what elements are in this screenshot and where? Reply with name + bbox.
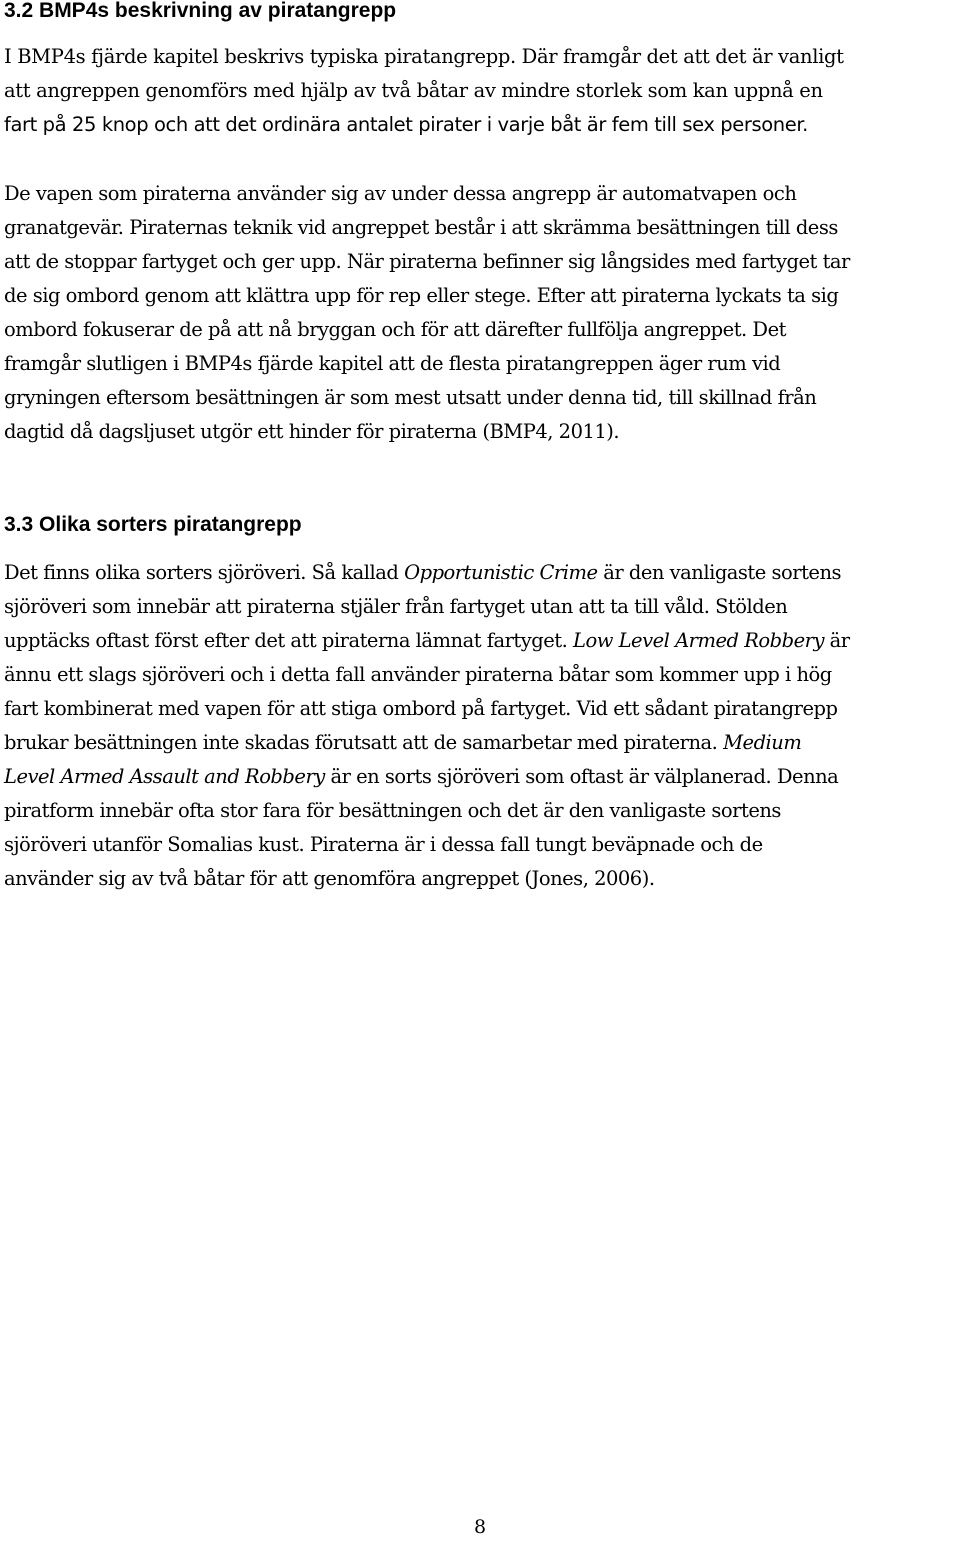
text-run: är den vanligaste sortens bbox=[597, 561, 842, 584]
text-run: Det finns olika sorters sjöröveri. Så kallad bbox=[4, 561, 405, 584]
section-heading-3-3: 3.3 Olika sorters piratangrepp bbox=[4, 513, 302, 536]
paragraph-bmp4-intro bbox=[4, 40, 956, 142]
paragraph-piracy-types bbox=[4, 556, 956, 896]
page-number: 8 bbox=[473, 1516, 487, 1538]
text-run: upptäcks oftast först efter det att piraterna lämnat fartyget. bbox=[4, 629, 574, 652]
text-line: framgår slutligen i BMP4s fjärde kapitel att de flesta piratangreppen äger rum vid bbox=[4, 352, 781, 375]
text-line bbox=[4, 760, 956, 794]
text-run: brukar besättningen inte skadas förutsatt att de samarbetar med piraterna. bbox=[4, 731, 724, 754]
text-line: sjöröveri som innebär att piraterna stjäler från fartyget utan att ta till våld. Stölden bbox=[4, 595, 788, 618]
paragraph-bmp4-weapons bbox=[4, 177, 956, 449]
text-line bbox=[4, 726, 956, 760]
text-line: att de stoppar fartyget och ger upp. När piraterna befinner sig långsides med fartyget tar bbox=[4, 250, 850, 273]
text-line: ännu ett slags sjöröveri och i detta fall använder piraterna båtar som kommer upp i hög bbox=[4, 663, 832, 686]
text-run: är en sorts sjöröveri som oftast är välplanerad. Denna bbox=[324, 765, 839, 788]
text-line bbox=[4, 556, 956, 590]
text-line: granatgevär. Piraternas teknik vid angreppet består i att skrämma besättningen till dess bbox=[4, 216, 838, 239]
text-line: gryningen eftersom besättningen är som mest utsatt under denna tid, till skillnad från bbox=[4, 386, 817, 409]
text-line: piratform innebär ofta stor fara för besättningen och det är den vanligaste sortens bbox=[4, 799, 781, 822]
text-line bbox=[4, 624, 956, 658]
text-line: fart kombinerat med vapen för att stiga ombord på fartyget. Vid ett sådant piratangrepp bbox=[4, 697, 838, 720]
text-line: de sig ombord genom att klättra upp för rep eller stege. Efter att piraterna lyckats ta sig bbox=[4, 284, 839, 307]
term-medium-level-part-2: Level Armed Assault and Robbery bbox=[4, 765, 325, 788]
text-line: ombord fokuserar de på att nå bryggan och för att därefter fullfölja angreppet. Det bbox=[4, 318, 786, 341]
text-line: sjöröveri utanför Somalias kust. Piraterna är i dessa fall tungt beväpnade och de bbox=[4, 833, 763, 856]
text-line: att angreppen genomförs med hjälp av två båtar av mindre storlek som kan uppnå en bbox=[4, 79, 823, 102]
term-low-level-armed-robbery: Low Level Armed Robbery bbox=[573, 629, 824, 652]
text-line: dagtid då dagsljuset utgör ett hinder för piraterna (BMP4, 2011). bbox=[4, 420, 620, 443]
text-run: är bbox=[823, 629, 850, 652]
term-opportunistic-crime: Opportunistic Crime bbox=[404, 561, 598, 584]
text-line: fart på 25 knop och att det ordinära antalet pirater i varje båt är fem till sex personer. bbox=[4, 113, 808, 136]
text-line: använder sig av två båtar för att genomföra angreppet (Jones, 2006). bbox=[4, 867, 655, 890]
text-line: De vapen som piraterna använder sig av under dessa angrepp är automatvapen och bbox=[4, 182, 797, 205]
section-heading-3-2: 3.2 BMP4s beskrivning av piratangrepp bbox=[4, 0, 397, 22]
term-medium-level-part-1: Medium bbox=[723, 731, 802, 754]
text-line: I BMP4s fjärde kapitel beskrivs typiska piratangrepp. Där framgår det att det är vanligt bbox=[4, 45, 844, 68]
